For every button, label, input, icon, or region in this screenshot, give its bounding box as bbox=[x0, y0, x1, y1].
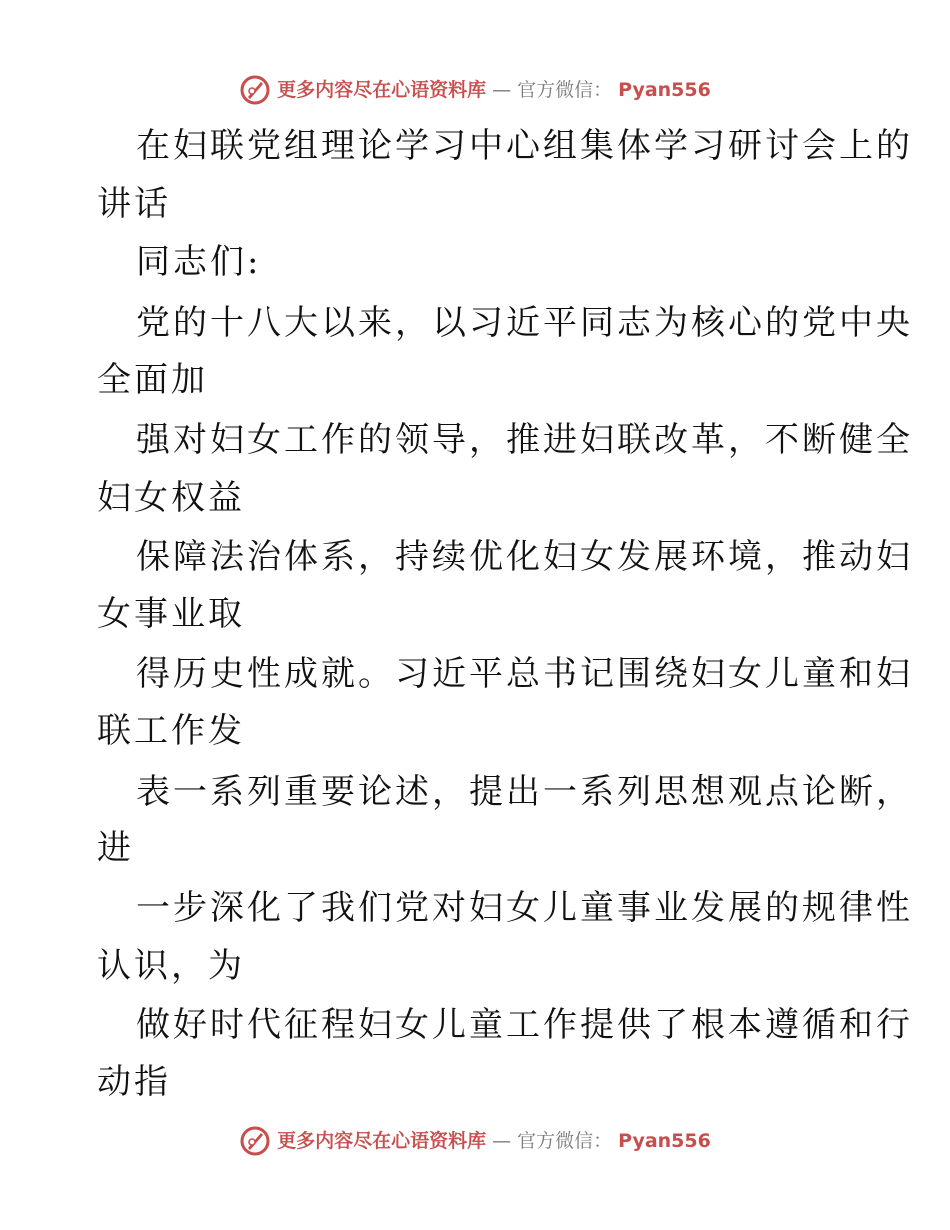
watermark-wechat-label: 官方微信： bbox=[517, 78, 613, 101]
paragraph-line: 妇女权益 bbox=[97, 478, 245, 518]
salutation: 同志们: bbox=[136, 242, 262, 282]
paragraph-line: 党的十八大以来，以习近平同志为核心的党中央 bbox=[136, 303, 913, 343]
watermark-content bbox=[239, 1125, 711, 1157]
watermark-brand-text: 更多内容尽在心语资料库 bbox=[277, 78, 487, 101]
footer-watermark bbox=[0, 1124, 950, 1158]
paragraph-line: 动指 bbox=[97, 1062, 171, 1102]
paragraph-line: 联工作发 bbox=[97, 711, 245, 751]
watermark-separator: — bbox=[492, 1129, 512, 1152]
paragraph-line: 一步深化了我们党对妇女儿童事业发展的规律性 bbox=[136, 888, 913, 928]
watermark-wechat-label: 官方微信： bbox=[517, 1129, 613, 1152]
paragraph-line: 表一系列重要论述，提出一系列思想观点论断， bbox=[136, 772, 913, 812]
watermark-brand-text: 更多内容尽在心语资料库 bbox=[277, 1129, 487, 1152]
paragraph-line: 认识，为 bbox=[97, 946, 245, 986]
paragraph-line: 保障法治体系，持续优化妇女发展环境，推动妇 bbox=[136, 537, 913, 577]
paragraph-line: 女事业取 bbox=[97, 594, 245, 634]
paragraph-line: 得历史性成就。习近平总书记围绕妇女儿童和妇 bbox=[136, 654, 913, 694]
watermark-wechat-id: Pyan556 bbox=[618, 78, 711, 101]
watermark-wechat-id: Pyan556 bbox=[618, 1129, 711, 1152]
paragraph-line: 全面加 bbox=[97, 360, 208, 400]
paragraph-line: 强对妇女工作的领导，推进妇联改革，不断健全 bbox=[136, 420, 913, 460]
document-title-line-1: 在妇联党组理论学习中心组集体学习研讨会上的 bbox=[136, 126, 913, 166]
quill-logo-icon bbox=[239, 1125, 271, 1157]
paragraph-line: 进 bbox=[97, 828, 134, 868]
paragraph-line: 做好时代征程妇女儿童工作提供了根本遵循和行 bbox=[136, 1005, 913, 1045]
document-title-line-2: 讲话 bbox=[97, 184, 171, 224]
watermark-separator: — bbox=[492, 78, 512, 101]
